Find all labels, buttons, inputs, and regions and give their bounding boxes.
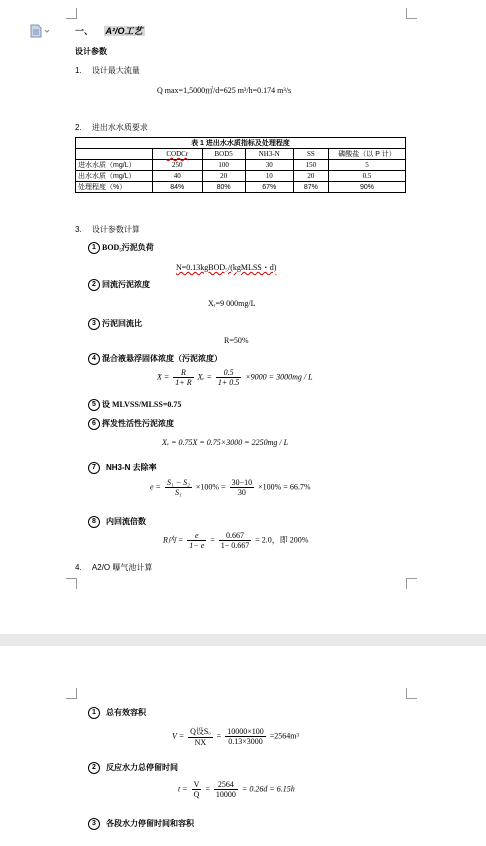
item-number: 4.: [75, 563, 82, 572]
table-caption: 表 1 进出水水质指标及处理程度: [76, 138, 406, 149]
item-title: 设计参数计算: [91, 225, 140, 234]
item-title: A2/O 曝气池计算: [91, 563, 153, 572]
calc-2: [88, 762, 178, 774]
formula: t = $\frac{V}{Q}$ = $\frac{2564}{10000}$ = 0.26d = 6.15h: [178, 780, 295, 799]
table-cell: 40: [153, 171, 203, 182]
formula: e = $\frac{\text{S₁ − S₂}}{\text{S₁}}$ ×100% = $\frac{30-10}{30}$ ×100% = 66.7%: [150, 478, 311, 497]
table-cell: 87%: [293, 182, 328, 193]
flow-formula: Q max=1,5000㎡/d=625 m³/h=0.174 m³/s: [157, 86, 292, 95]
table-header-cell: NH3-N: [245, 149, 293, 160]
table-header-cell: CODCr: [153, 149, 203, 160]
calc-label: 总有效容积: [106, 708, 146, 717]
circled-number: 1: [88, 707, 100, 719]
param-4: [88, 353, 222, 365]
circled-number: 4: [88, 353, 100, 365]
formula-text: N=0.13kgBOD₅/(kgMLSS・d): [176, 263, 277, 272]
formula: V = $\frac{\text{Q设Sₒ}}{NX}$ = $\frac{10000\times 100}{0.13\times 3000}$ =2564m³: [172, 727, 299, 747]
calc-label: 各段水力停留时间和容积: [106, 819, 194, 828]
table-cell: 10: [245, 171, 293, 182]
param-label: 回流污泥浓度: [102, 280, 150, 289]
formula: R=50%: [224, 336, 249, 345]
table-cell: 20: [202, 171, 245, 182]
item-number: 2.: [75, 123, 82, 132]
corner-mark: [66, 578, 77, 589]
table-cell: 80%: [202, 182, 245, 193]
param-label: 挥发性活性污泥浓度: [102, 419, 174, 428]
circled-number: 5: [88, 399, 100, 411]
table-header-row: [76, 149, 406, 160]
corner-mark: [406, 8, 417, 19]
table-header-cell: 磷酸盐（以 P 计）: [329, 149, 406, 160]
table-cell: 处理程度（%）: [76, 182, 153, 193]
formula: R内 = $\frac{e}{1- e}$ = $\frac{0.667}{1- 0.667}$ = 2.0，即 200%: [163, 531, 309, 550]
formula: Xᵣ=9 000mg/L: [208, 299, 256, 308]
item-title: 进出水水质要求: [91, 123, 148, 132]
circled-number: 6: [88, 418, 100, 430]
item-number: 1.: [75, 66, 82, 75]
param-label: 污泥回流比: [102, 319, 142, 328]
table-cell: 90%: [329, 182, 406, 193]
circled-number: 3: [88, 318, 100, 330]
table-row: [76, 182, 406, 193]
table-cell: 5: [329, 160, 406, 171]
table-cell: 250: [153, 160, 203, 171]
circled-number: 2: [88, 762, 100, 774]
item-1: [75, 65, 140, 76]
circled-number: 1: [88, 242, 100, 254]
water-quality-table: [75, 137, 406, 193]
table-cell: 进水水质（mg/L）: [76, 160, 153, 171]
param-2: [88, 279, 150, 291]
table-cell: 0.5: [329, 171, 406, 182]
table-cell: 100: [202, 160, 245, 171]
table-cell: 30: [245, 160, 293, 171]
item-number: 3.: [75, 225, 82, 234]
table-cell: 150: [293, 160, 328, 171]
corner-mark: [66, 8, 77, 19]
formula: Xᵥ = 0.75X = 0.75×3000 = 2250mg / L: [162, 438, 289, 447]
table-cell: 67%: [245, 182, 293, 193]
param-8: [88, 516, 146, 528]
param-label: BOD₅污泥负荷: [102, 243, 154, 252]
param-label: 设 MLVSS/MLSS=0.75: [102, 400, 182, 409]
section-title: A²/O工艺: [105, 26, 143, 36]
table-cell: 出水水质（mg/L）: [76, 171, 153, 182]
circled-number: 7: [88, 462, 100, 474]
param-5: [88, 399, 181, 411]
param-3: [88, 318, 142, 330]
design-params-heading: 设计参数: [75, 47, 107, 56]
calc-1: [88, 707, 146, 719]
corner-mark: [66, 688, 77, 699]
formula: X = $\frac{R}{1+ R}$ Xᵣ = $\frac{0.5}{1+ 0.5}$ ×9000 = 3000mg / L: [157, 368, 313, 387]
section-number: 一、: [75, 26, 94, 36]
corner-mark: [406, 688, 417, 699]
item-2: [75, 122, 148, 133]
corner-mark: [406, 578, 417, 589]
param-label: 混合液悬浮固体浓度（污泥浓度）: [102, 354, 222, 363]
param-label: 内回流倍数: [106, 517, 146, 526]
document-icon[interactable]: [30, 24, 50, 43]
table-cell: 20: [293, 171, 328, 182]
calc-3: [88, 818, 194, 830]
circled-number: 8: [88, 516, 100, 528]
param-label: NH3-N 去除率: [106, 463, 157, 472]
table-row: [76, 171, 406, 182]
param-6: [88, 418, 174, 430]
table-cell: 84%: [153, 182, 203, 193]
circled-number: 2: [88, 279, 100, 291]
table-header-cell: BOD5: [202, 149, 245, 160]
formula: [176, 262, 276, 273]
item-title: 设计最大流量: [91, 66, 140, 75]
param-7: [88, 462, 157, 474]
table-row: [76, 160, 406, 171]
item-4: [75, 562, 152, 573]
calc-label: 反应水力总停留时间: [106, 763, 178, 772]
item-3: [75, 224, 140, 235]
table-header-cell: [76, 149, 153, 160]
circled-number: 3: [88, 818, 100, 830]
document-page-2: [0, 646, 486, 846]
param-1: [88, 242, 154, 254]
table-header-cell: SS: [293, 149, 328, 160]
